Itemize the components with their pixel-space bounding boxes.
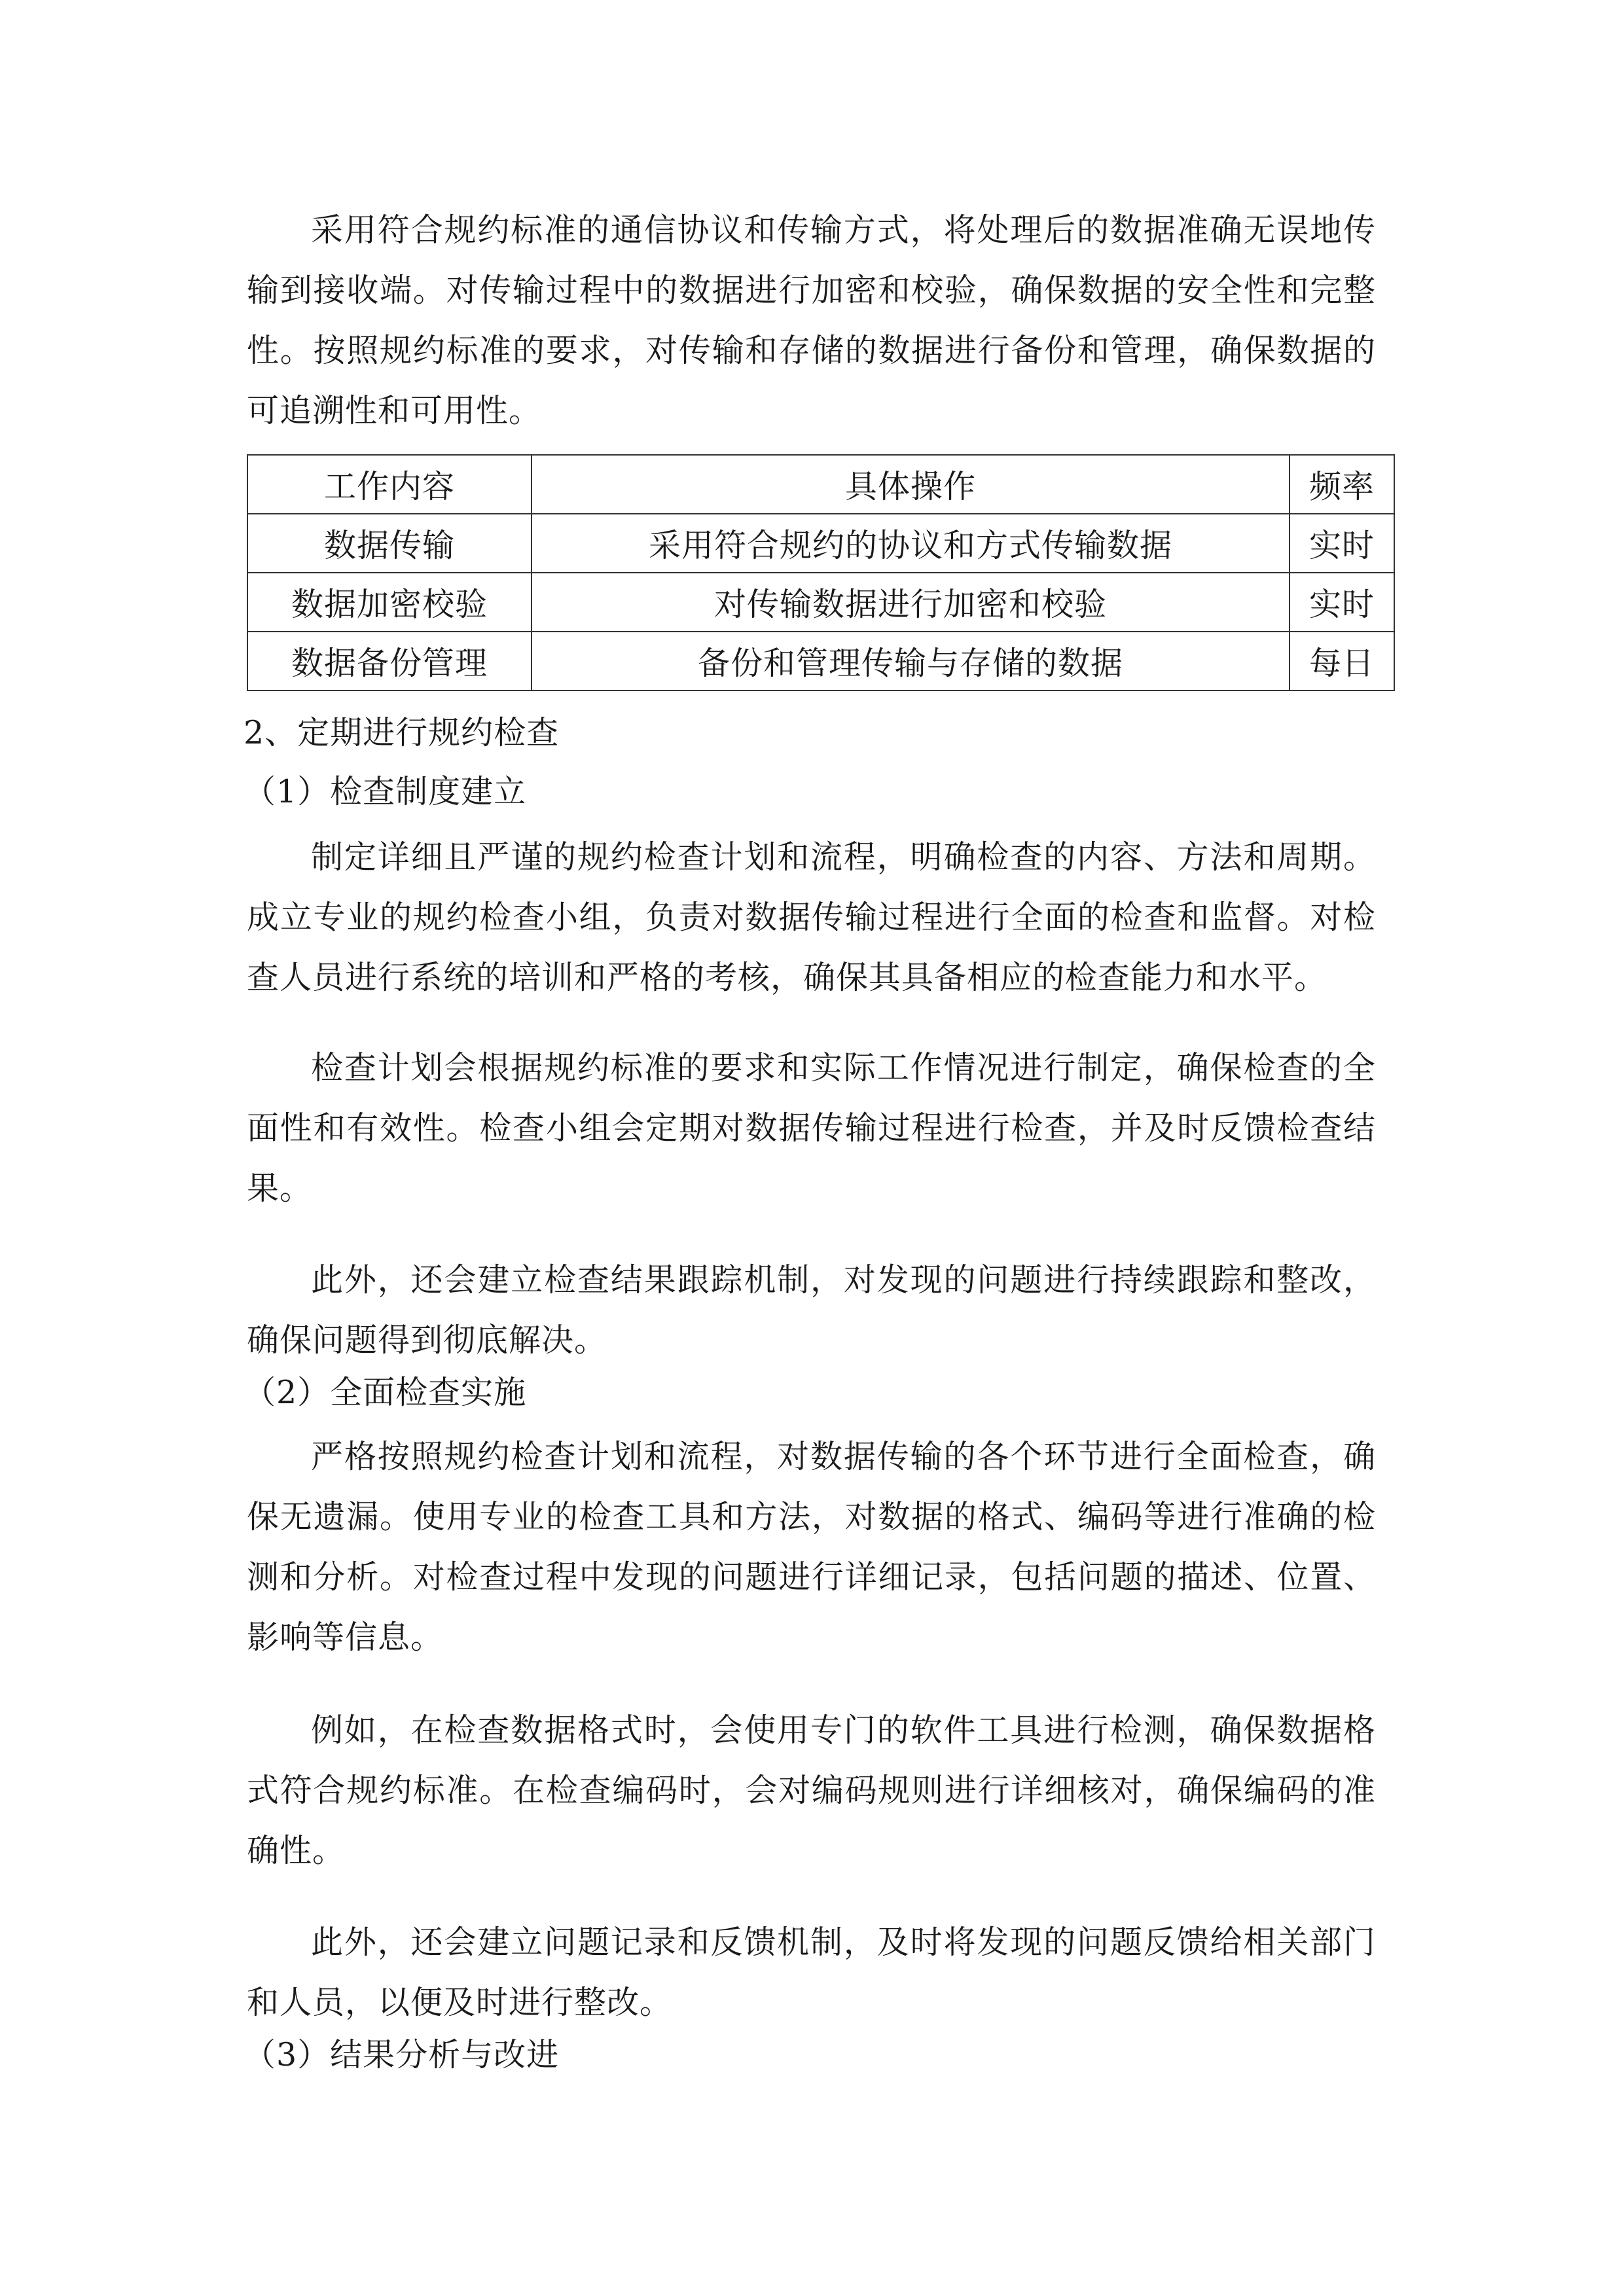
table-header-row	[247, 455, 1394, 514]
table-cell: 对传输数据进行加密和校验	[532, 573, 1290, 632]
subsection-1-heading: （1）检查制度建立	[244, 773, 527, 810]
table-cell: 实时	[1290, 514, 1394, 573]
subsection-1-paragraph-1: 制定详细且严谨的规约检查计划和流程，明确检查的内容、方法和周期。成立专业的规约检查小组，负责对数据传输过程进行全面的检查和监督。对检查人员进行系统的培训和严格的考核，确保其具备相应的检查能力和水平。	[247, 838, 1376, 996]
table-cell: 数据备份管理	[247, 632, 532, 691]
subsection-2-paragraph-3: 此外，还会建立问题记录和反馈机制，及时将发现的问题反馈给相关部门和人员，以便及时进行整改。	[247, 1924, 1376, 2021]
subsection-1-paragraph-2: 检查计划会根据规约标准的要求和实际工作情况进行制定，确保检查的全面性和有效性。检查小组会定期对数据传输过程进行检查，并及时反馈检查结果。	[247, 1049, 1376, 1207]
table-header-cell: 工作内容	[247, 455, 532, 514]
table-cell: 实时	[1290, 573, 1394, 632]
section-2-heading: 2、定期进行规约检查	[244, 714, 560, 751]
table-header-cell: 具体操作	[532, 455, 1290, 514]
work-table	[247, 454, 1395, 691]
subsection-1-paragraph-3: 此外，还会建立检查结果跟踪机制，对发现的问题进行持续跟踪和整改，确保问题得到彻底解决。	[247, 1261, 1376, 1359]
table-row	[247, 632, 1394, 691]
table-cell: 采用符合规约的协议和方式传输数据	[532, 514, 1290, 573]
table-cell: 数据传输	[247, 514, 532, 573]
table-header-cell: 频率	[1290, 455, 1394, 514]
table-cell: 备份和管理传输与存储的数据	[532, 632, 1290, 691]
subsection-2-heading: （2）全面检查实施	[244, 1374, 527, 1411]
table-row	[247, 514, 1394, 573]
table-cell: 每日	[1290, 632, 1394, 691]
subsection-3-heading: （3）结果分析与改进	[244, 2036, 560, 2073]
table-row	[247, 573, 1394, 632]
intro-paragraph: 采用符合规约标准的通信协议和传输方式，将处理后的数据准确无误地传输到接收端。对传输过程中的数据进行加密和校验，确保数据的安全性和完整性。按照规约标准的要求，对传输和存储的数据进行备份和管理，确保数据的可追溯性和可用性。	[247, 211, 1376, 429]
subsection-2-paragraph-2: 例如，在检查数据格式时，会使用专门的软件工具进行检测，确保数据格式符合规约标准。在检查编码时，会对编码规则进行详细核对，确保编码的准确性。	[247, 1712, 1376, 1869]
table-cell: 数据加密校验	[247, 573, 532, 632]
subsection-2-paragraph-1: 严格按照规约检查计划和流程，对数据传输的各个环节进行全面检查，确保无遗漏。使用专业的检查工具和方法，对数据的格式、编码等进行准确的检测和分析。对检查过程中发现的问题进行详细记录，包括问题的描述、位置、影响等信息。	[247, 1438, 1376, 1656]
